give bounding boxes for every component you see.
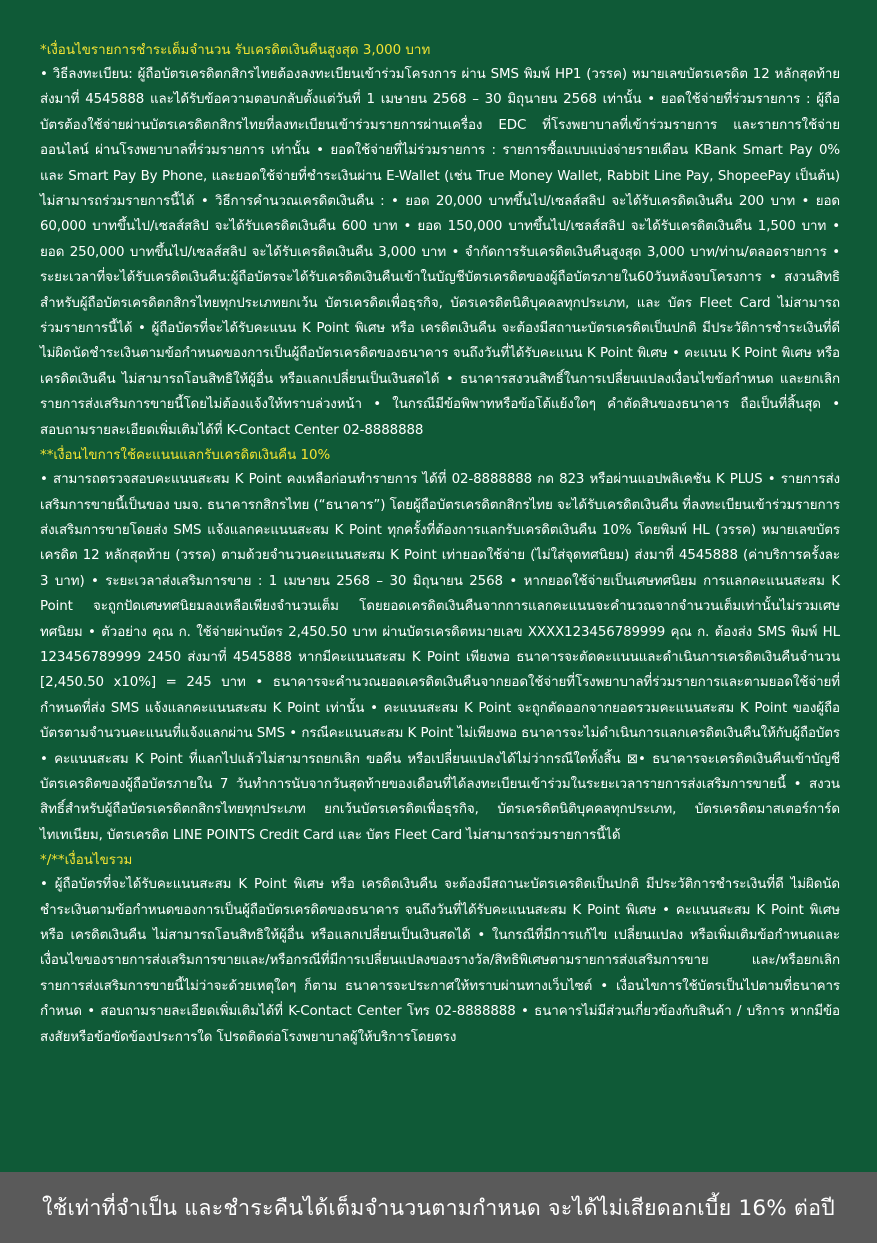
section-full-payment <box>40 40 840 443</box>
terms-content <box>40 40 840 1052</box>
section-body-point-redemption: • สามารถตรวจสอบคะแนนสะสม K Point คงเหลือก่อนทำรายการ ได้ที่ 02-8888888 กด 823 หรือผ่านแอปพลิเคชัน K PLUS • รายการส่งเสริมการขายนี้เป็นของ บมจ. ธนาคารกสิกรไทย (“ธนาคาร”) โดยผู้ถือบัตรเครดิตกสิกรไทย จะได้รับเครดิตเงินคืน ที่ลงทะเบียนเข้าร่วมรายการส่งเสริมการขายโดยส่ง SMS แจ้งแลกคะแนนสะสม K Point ทุกครั้งที่ต้องการแลกรับเครดิตเงินคืน 10% โดยพิมพ์ HL (วรรค) หมายเลขบัตรเครดิต 12 หลักสุดท้าย (วรรค) ตามด้วยจำนวนคะแนนสะสม K Point เท่ายอดใช้จ่าย (ไม่ใส่จุดทศนิยม) ส่งมาที่ 4545888 (ค่าบริการครั้งละ 3 บาท) • ระยะเวลาส่งเสริมการขาย : 1 เมษายน 2568 – 30 มิถุนายน 2568 • หากยอดใช้จ่ายเป็นเศษทศนิยม การแลกคะแนนสะสม K Point จะถูกปัดเศษทศนิยมลงเหลือเพียงจำนวนเต็ม โดยยอดเครดิตเงินคืนจากการแลกคะแนนจะคำนวณจากจำนวนเต็มเท่านั้นไม่รวมเศษทศนิยม • ตัวอย่าง คุณ ก. ใช้จ่ายผ่านบัตร 2,450.50 บาท ผ่านบัตรเครดิตหมายเลข XXXX123456789999 คุณ ก. ต้องส่ง SMS พิมพ์ HL 123456789999 2450 ส่งมาที่ 4545888 หากมีคะแนนสะสม K Point เพียงพอ ธนาคารจะตัดคะแนนและดำเนินการเครดิตเงินคืนจำนวน [2,450.50 x10%] = 245 บาท • ธนาคารจะคำนวณยอดเครดิตเงินคืนจากยอดใช้จ่ายที่โรงพยาบาลที่ร่วมรายการและตามยอดใช้จ่ายที่กำหนดที่ส่ง SMS แจ้งแลกคะแนนสะสม K Point เท่านั้น • คะแนนสะสม K Point จะถูกตัดออกจากยอดรวมคะแนนสะสม K Point ของผู้ถือบัตรตามจำนวนคะแนนที่แจ้งแลกผ่าน SMS • กรณีคะแนนสะสม K Point ไม่เพียงพอ ธนาคารจะไม่ดำเนินการแลกเครดิตเงินคืนให้กับผู้ถือบัตร • คะแนนสะสม K Point ที่แลกไปแล้วไม่สามารถยกเลิก ขอคืน หรือเปลี่ยนแปลงได้ไม่ว่ากรณีใดทั้งสิ้น ⊠• ธนาคารจะเครดิตเงินคืนเข้าบัญชีบัตรเครดิตของผู้ถือบัตรภายใน 7 วันทำการนับจากวันสุดท้ายของเดือนที่ได้ลงทะเบียนเข้าร่วมในระยะเวลารายการส่งเสริมการขายนี้ • สงวนสิทธิ์สำหรับผู้ถือบัตรเครดิตกสิกรไทยทุกประเภท ยกเว้นบัตรเครดิตเพื่อธุรกิจ, บัตรเครดิตนิติบุคคลทุกประเภท, บัตรเครดิตมาสเตอร์การ์ดไทเทเนียม, บัตรเครดิต LINE POINTS Credit Card และ บัตร Fleet Card ไม่สามารถร่วมรายการนี้ได้ <box>40 472 840 843</box>
section-heading-general-conditions: */**เงื่อนไขรวม <box>40 853 133 869</box>
section-heading-point-redemption: **เงื่อนไขการใช้คะแนนแลกรับเครดิตเงินคืน 10% <box>40 448 331 464</box>
footer-warning-text: ใช้เท่าที่จำเป็น และชำระคืนได้เต็มจำนวนตามกำหนด จะได้ไม่เสียดอกเบี้ย 16% ต่อปี <box>41 1195 836 1221</box>
section-heading-full-payment: *เงื่อนไขรายการชำระเต็มจำนวน รับเครดิตเงินคืนสูงสุด 3,000 บาท <box>40 43 431 58</box>
section-body-general-conditions: • ผู้ถือบัตรที่จะได้รับคะแนนสะสม K Point พิเศษ หรือ เครดิตเงินคืน จะต้องมีสถานะบัตรเครดิตเป็นปกติ มีประวัติการชำระเงินที่ดี ไม่ผิดนัดชำระเงินตามข้อกำหนดของการเป็นผู้ถือบัตรเครดิตของธนาคาร จนถึงวันที่ได้รับคะแนนสะสม K Point พิเศษ • คะแนนสะสม K Point พิเศษ หรือ เครดิตเงินคืน ไม่สามารถโอนสิทธิให้ผู้อื่น หรือแลกเปลี่ยนเป็นเงินสดได้ • ในกรณีที่มีการแก้ไข เปลี่ยนแปลง หรือเพิ่มเติมข้อกำหนดและเงื่อนไขของรายการส่งเสริมการขายและ/หรือกรณีที่มีการเปลี่ยนแปลงของรางวัล/สิทธิพิเศษตามรายการส่งเสริมการขาย และ/หรือยกเลิกรายการส่งเสริมการขายนี้ไม่ว่าจะด้วยเหตุใดๆ ก็ตาม ธนาคารจะประกาศให้ทราบผ่านทางเว็บไซต์ • เงื่อนไขการใช้บัตรเป็นไปตามที่ธนาคารกำหนด • สอบถามรายละเอียดเพิ่มเติมได้ที่ K-Contact Center โทร 02-8888888 • ธนาคารไม่มีส่วนเกี่ยวข้องกับสินค้า / บริการ หากมีข้อสงสัยหรือข้อขัดข้องประการใด โปรดติดต่อโรงพยาบาลผู้ให้บริการโดยตรง <box>40 877 840 1045</box>
section-body-full-payment: • วิธีลงทะเบียน: ผู้ถือบัตรเครดิตกสิกรไทยต้องลงทะเบียนเข้าร่วมโครงการ ผ่าน SMS พิมพ์ HP1 (วรรค) หมายเลขบัตรเครดิต 12 หลักสุดท้าย ส่งมาที่ 4545888 และได้รับข้อความตอบกลับตั้งแต่วันที่ 1 เมษายน 2568 – 30 มิถุนายน 2568 เท่านั้น • ยอดใช้จ่ายที่ร่วมรายการ : ผู้ถือบัตรต้องใช้จ่ายผ่านบัตรเครดิตกสิกรไทยที่ลงทะเบียนเข้าร่วมรายการผ่านเครื่อง EDC ที่โรงพยาบาลที่เข้าร่วมรายการ และรายการใช้จ่ายออนไลน์ ผ่านโรงพยาบาลที่ร่วมรายการ เท่านั้น • ยอดใช้จ่ายที่ไม่ร่วมรายการ : รายการซื้อแบบแบ่งจ่ายรายเดือน KBank Smart Pay 0% และ Smart Pay By Phone, และยอดใช้จ่ายที่ชำระเงินผ่าน E-Wallet (เช่น True Money Wallet, Rabbit Line Pay, ShopeePay เป็นต้น) ไม่สามารถร่วมรายการนี้ได้ • วิธีการคำนวณเครดิตเงินคืน : • ยอด 20,000 บาทขึ้นไป/เซลส์สลิป จะได้รับเครดิตเงินคืน 200 บาท • ยอด 60,000 บาทขึ้นไป/เซลส์สลิป จะได้รับเครดิตเงินคืน 600 บาท • ยอด 150,000 บาทขึ้นไป/เซลส์สลิป จะได้รับเครดิตเงินคืน 1,500 บาท • ยอด 250,000 บาทขึ้นไป/เซลส์สลิป จะได้รับเครดิตเงินคืน 3,000 บาท • จำกัดการรับเครดิตเงินคืนสูงสุด 3,000 บาท/ท่าน/ตลอดรายการ • ระยะเวลาที่จะได้รับเครดิตเงินคืน:ผู้ถือบัตรจะได้รับเครดิตเงินคืนเข้าในบัญชีบัตรเครดิตของผู้ถือบัตรภายใน60วันหลังจบโครงการ • สงวนสิทธิสำหรับผู้ถือบัตรเครดิตกสิกรไทยทุกประเภทยกเว้น บัตรเครดิตเพื่อธุรกิจ, บัตรเครดิตนิติบุคคลทุกประเภท, และ บัตร Fleet Card ไม่สามารถร่วมรายการนี้ได้ • ผู้ถือบัตรที่จะได้รับคะแนน K Point พิเศษ หรือ เครดิตเงินคืน จะต้องมีสถานะบัตรเครดิตเป็นปกติ มีประวัติการชำระเงินที่ดี ไม่ผิดนัดชำระเงินตามข้อกำหนดของการเป็นผู้ถือบัตรเครดิตของธนาคาร จนถึงวันที่ได้รับคะแนน K Point พิเศษ • คะแนน K Point พิเศษ หรือ เครดิตเงินคืน ไม่สามารถโอนสิทธิให้ผู้อื่น หรือแลกเปลี่ยนเป็นเงินสดได้ • ธนาคารสงวนสิทธิ์ในการเปลี่ยนแปลงเงื่อนไขข้อกำหนด และยกเลิกรายการส่งเสริมการขายนี้โดยไม่ต้องแจ้งให้ทราบล่วงหน้า • ในกรณีมีข้อพิพาทหรือข้อโต้แย้งใดๆ คำตัดสินของธนาคาร ถือเป็นที่สิ้นสุด • สอบถามรายละเอียดเพิ่มเติมได้ที่ K-Contact Center 02-8888888 <box>40 67 840 438</box>
section-point-redemption <box>40 445 840 848</box>
footer-banner <box>0 1172 877 1243</box>
section-general-conditions <box>40 850 840 1050</box>
